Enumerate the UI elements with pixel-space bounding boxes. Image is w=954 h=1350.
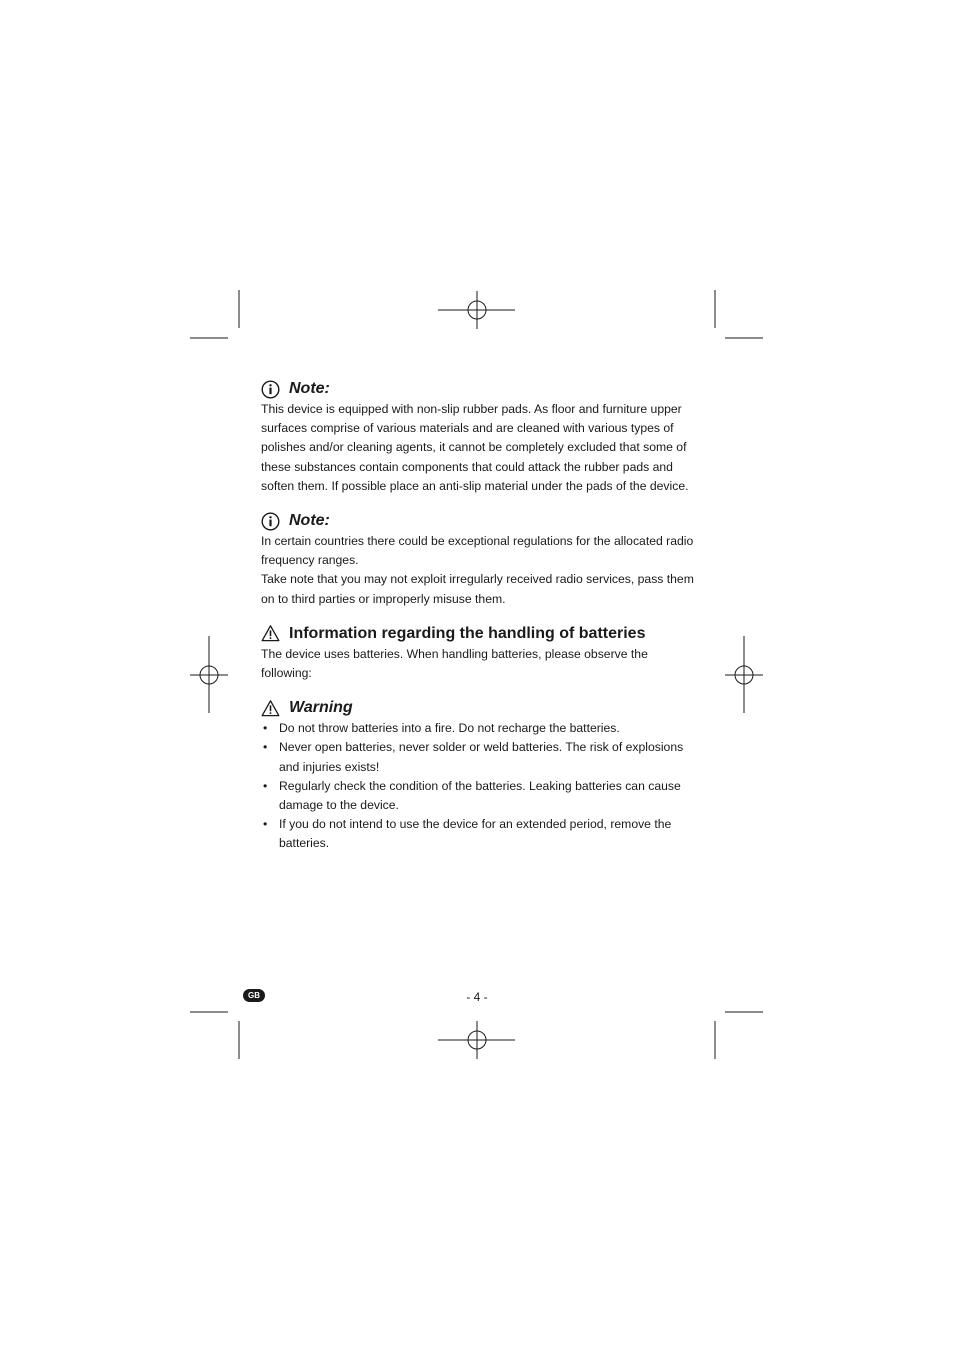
warning-icon [261, 624, 280, 643]
section-heading [261, 623, 701, 645]
note-section-1 [261, 378, 701, 496]
paragraph: This device is equipped with non-slip rubber pads. As floor and furniture upper surfaces comprise of various materials and are cleaned with various types of polishes and/or cleaning agents, it cannot be completely excluded that some of these substances contain components that could attack the rubber pads and soften them. If possible place an anti-slip material under the pads of the device. [261, 402, 689, 493]
main-content [261, 378, 701, 868]
bullet: • [263, 817, 268, 832]
list-item-text: Never open batteries, never solder or weld batteries. The risk of explosions and injuries exists! [279, 740, 684, 774]
heading-text: Note: [289, 512, 330, 530]
warning-section [261, 697, 701, 853]
info-icon [261, 512, 280, 531]
page-number: - 4 - [466, 990, 488, 1004]
country-badge: GB [243, 989, 265, 1002]
paragraph: Take note that you may not exploit irregularly received radio services, pass them on to third parties or improperly misuse them. [261, 572, 694, 606]
battery-info-section [261, 623, 701, 683]
list-item [261, 719, 701, 738]
bullet: • [263, 740, 268, 755]
note-section-2 [261, 510, 701, 609]
list-item-text: If you do not intend to use the device for an extended period, remove the batteries. [279, 817, 672, 851]
warning-list [261, 719, 701, 853]
info-icon [261, 380, 280, 399]
section-heading [261, 697, 701, 719]
list-item [261, 815, 701, 853]
heading-text: Note: [289, 380, 330, 397]
list-item [261, 738, 701, 776]
heading-text: Warning [289, 699, 353, 717]
paragraph: The device uses batteries. When handling batteries, please observe the following: [261, 646, 648, 681]
section-heading [261, 510, 701, 532]
bullet: • [263, 778, 268, 793]
bullet: • [263, 721, 268, 736]
paragraph: In certain countries there could be exceptional regulations for the allocated radio frequency ranges. [261, 534, 694, 568]
warning-icon [261, 699, 280, 718]
list-item-text: Regularly check the condition of the batteries. Leaking batteries can cause damage to the device. [279, 778, 681, 813]
list-item [261, 777, 701, 815]
heading-text: Information regarding the handling of batteries [289, 624, 646, 642]
list-item-text: Do not throw batteries into a fire. Do not recharge the batteries. [279, 721, 620, 736]
section-heading [261, 378, 701, 400]
